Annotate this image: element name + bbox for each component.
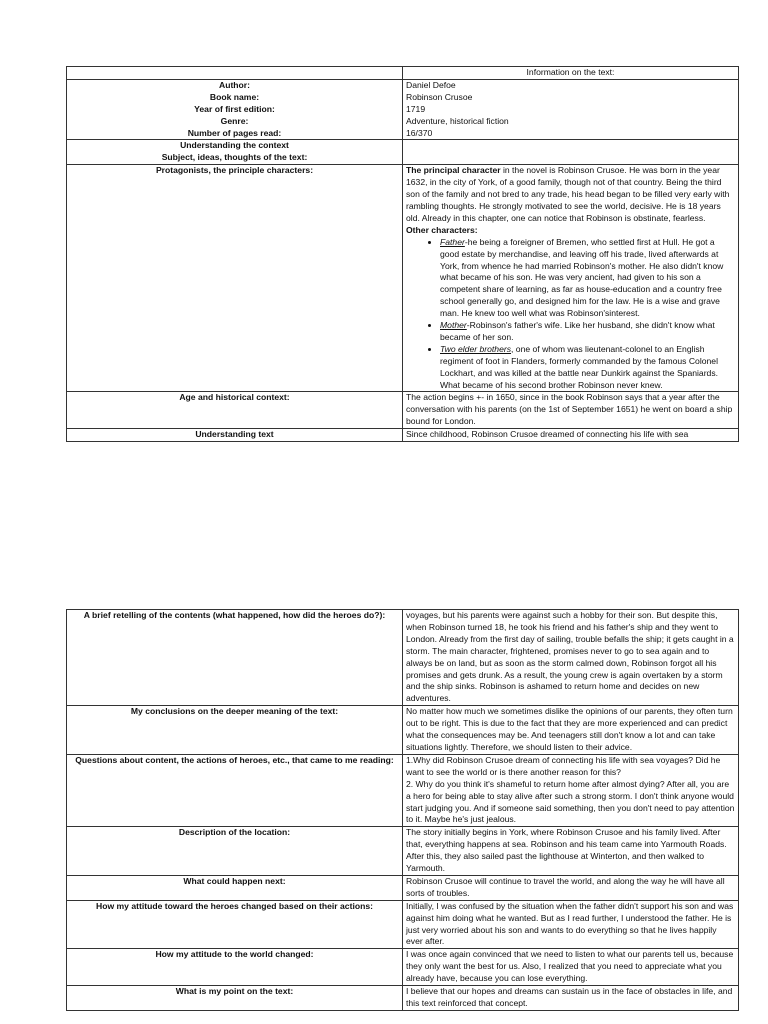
- questions-label: Questions about content, the actions of heroes, etc., that came to me reading:: [67, 754, 403, 826]
- next-text: Robinson Crusoe will continue to travel the world, and along the way he will have all sorts of troubles.: [403, 875, 739, 900]
- table-row: [67, 827, 739, 876]
- point-label: What is my point on the text:: [67, 986, 403, 1011]
- conclusions-text: No matter how much we sometimes dislike the opinions of our parents, they often turn out to be right. This is due to the fact that they are more experienced and can predict what the consequences may be. And teenagers still don't know a lot and can take situations lightly. Therefore, we should listen to their advice.: [403, 706, 739, 755]
- genre-label: Genre:: [220, 115, 249, 126]
- context-labels: [67, 140, 403, 165]
- principal-character-bold: The principal character: [406, 165, 501, 176]
- book-name-value: Robinson Crusoe: [406, 91, 473, 102]
- table-row: [67, 875, 739, 900]
- table-row: [67, 610, 739, 706]
- genre-value: Adventure, historical fiction: [406, 115, 509, 126]
- character-text: , one of whom was lieutenant-colonel to an English regiment of foot in Flanders, formerly commanded by the famous Colonel Lockhart, and was killed at the battle near Dunkirk against the Spaniards. What became of his second brother Robinson never knew.: [440, 343, 719, 390]
- attitude-heroes-label: How my attitude toward the heroes changed based on their actions:: [67, 900, 403, 949]
- list-item: [440, 320, 735, 344]
- retelling-label: A brief retelling of the contents (what happened, how did the heroes do?):: [67, 610, 403, 706]
- year-label: Year of first edition:: [194, 103, 275, 114]
- meta-labels: [67, 79, 403, 140]
- location-text: The story initially begins in York, where Robinson Crusoe and his family lived. After that, everything happens at sea. Robinson and his team came into Yarmouth Roads. After this, they also sailed past the lighthouse at Winterton, and then walked to Yarmouth.: [403, 827, 739, 876]
- other-characters-label: Other characters:: [406, 224, 478, 235]
- attitude-world-label: How my attitude to the world changed:: [67, 949, 403, 986]
- book-name-label: Book name:: [209, 91, 260, 102]
- understanding-text: Since childhood, Robinson Crusoe dreamed of connecting his life with sea: [403, 429, 739, 442]
- year-value: 1719: [406, 103, 426, 114]
- character-text: -he being a foreigner of Bremen, who settled first at Hull. He got a good estate by merchandise, and leaving off his trade, lived afterwards at York, from whence he had married Robinson's mother. He also didn't know what became of his son. He was very ancient, had given to his son a competent share of learning, as far as house-education and a country free school generally go, and designed him for the law. He is a wise and grave man. He knew too well what was Robinson'sinterest.: [440, 236, 724, 319]
- table-row: [67, 140, 739, 165]
- context-label-2: Subject, ideas, thoughts of the text:: [161, 152, 308, 163]
- character-name: Father: [440, 236, 465, 247]
- retelling-text: voyages, but his parents were against such a hobby for their son. But despite this, when Robinson turned 18, he took his friend and his father's ship and they went to London. Already from the first day of sailing, trouble befalls the ship; it gets caught in a storm. The main character, frightened, promises never to go to sea again and to always be on land, but as soon as the storm calmed down, Robinson forgot all his promises and gets drunk. As a result, the young crew is again overtaken by a storm and the ship sinks. Robinson is ashamed to return home and decides on new adventures.: [403, 610, 739, 706]
- table-cell: [403, 140, 739, 165]
- age-context-text: The action begins +- in 1650, since in the book Robinson says that a year after the conversation with his parents (on the 1st of September 1651) he went on board a ship bound for London.: [403, 392, 739, 429]
- author-label: Author:: [218, 79, 251, 90]
- location-label: Description of the location:: [67, 827, 403, 876]
- table-row: [67, 165, 739, 392]
- attitude-heroes-text: Initially, I was confused by the situation when the father didn't support his son and was against him doing what he wanted. But as I read further, I understood the father. He is just very worried about his son and wants to do everything so that he lives happily ever after.: [403, 900, 739, 949]
- protagonists-text: [403, 165, 739, 392]
- next-label: What could happen next:: [67, 875, 403, 900]
- list-item: [440, 237, 735, 320]
- principal-character-text: in the novel is Robinson Crusoe. He was born in the year 1632, in the city of York, of a good family, though not of that country. Being the third son of the family and not bred to any trade, his head began to be filled very early with rambling thoughts. He strongly motivated to see the world, decisive. He is 18 years old. Already in this chapter, one can notice that Robinson is obstinate, fearless.: [406, 165, 730, 223]
- author-value: Daniel Defoe: [406, 79, 456, 90]
- table-row: [67, 79, 739, 140]
- info-table-page-2: [66, 609, 739, 1011]
- table-row: [67, 392, 739, 429]
- character-name: Two elder brothers: [440, 343, 512, 354]
- list-item: [440, 344, 735, 392]
- character-name: Mother: [440, 320, 467, 331]
- table-cell: [67, 67, 403, 80]
- table-row: [67, 706, 739, 755]
- understanding-label: Understanding text: [67, 429, 403, 442]
- point-text: I believe that our hopes and dreams can sustain us in the face of obstacles in life, and this text reinforced that concept.: [403, 986, 739, 1011]
- table-row: [67, 900, 739, 949]
- protagonists-label: Protagonists, the principle characters:: [67, 165, 403, 392]
- pages-read-label: Number of pages read:: [187, 127, 282, 138]
- table-row: [67, 429, 739, 442]
- table-row: [67, 754, 739, 826]
- question-1: 1.Why did Robinson Crusoe dream of connecting his life with sea voyages? Did he want to see the world or is there another reason for this?: [406, 754, 721, 777]
- context-label-1: Understanding the context: [180, 140, 289, 151]
- attitude-world-text: I was once again convinced that we need to listen to what our parents tell us, because they only want the best for us. Also, I realized that you need to appreciate what you already have, because you can lose everything.: [403, 949, 739, 986]
- info-table-page-1: [66, 66, 739, 442]
- age-context-label: Age and historical context:: [67, 392, 403, 429]
- questions-text: [403, 754, 739, 826]
- characters-list: [406, 237, 735, 392]
- table-row: [67, 67, 739, 80]
- character-text: -Robinson's father's wife. Like her husband, she didn't know what became of her son.: [440, 320, 715, 342]
- info-header: Information on the text:: [403, 67, 739, 80]
- meta-values: [403, 79, 739, 140]
- table-row: [67, 986, 739, 1011]
- conclusions-label: My conclusions on the deeper meaning of the text:: [67, 706, 403, 755]
- table-row: [67, 949, 739, 986]
- pages-read-value: 16/370: [406, 127, 433, 138]
- question-2: 2. Why do you think it's shameful to return home after almost dying? After all, you are a hero for being able to stay alive after such a strong storm. I don't think anyone would start judging you. And if someone said something, then you don't need to pay attention to it. Maybe he's just jealous.: [406, 778, 735, 825]
